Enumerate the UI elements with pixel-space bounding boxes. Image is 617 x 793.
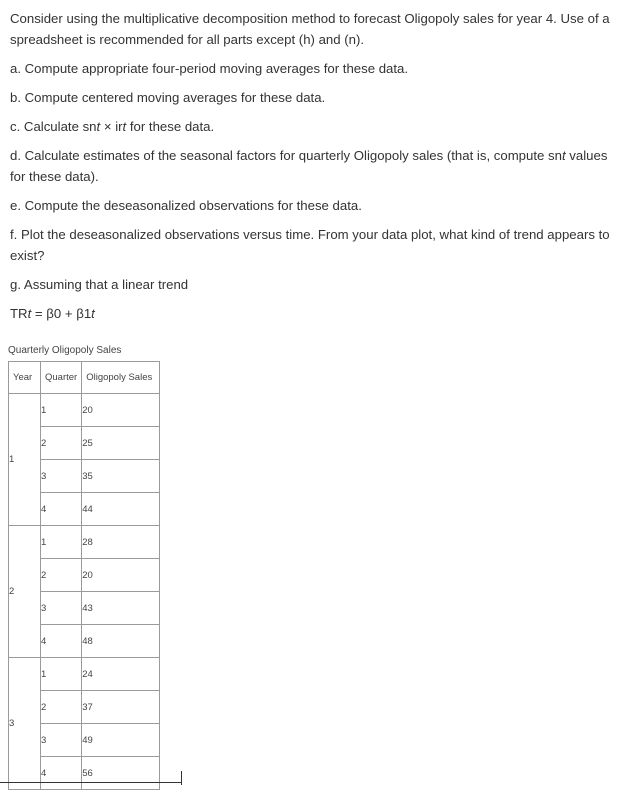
part-c-subscript-t: t [122, 119, 127, 134]
quarter-cell: 4 [41, 757, 82, 790]
formula-subscript-t: t [27, 306, 32, 321]
divider-line [0, 782, 182, 783]
part-f: f. Plot the deseasonalized observations versus time. From your data plot, what kind of trend appears to exist? [10, 227, 610, 263]
year-cell: 2 [9, 526, 41, 658]
quarter-cell: 3 [41, 724, 82, 757]
table-row [9, 394, 160, 427]
sales-cell: 24 [82, 658, 160, 691]
trend-formula [10, 303, 610, 324]
sales-cell: 20 [82, 394, 160, 427]
table-row [9, 658, 160, 691]
part-c [10, 116, 610, 137]
part-d-subscript-t: t [561, 148, 566, 163]
part-g: g. Assuming that a linear trend [10, 277, 189, 292]
quarter-cell: 2 [41, 691, 82, 724]
sales-cell: 48 [82, 625, 160, 658]
table-row [9, 526, 160, 559]
header-quarter: Quarter [41, 362, 82, 394]
part-c-mid: × ir [100, 119, 123, 134]
header-year: Year [9, 362, 41, 394]
quarter-cell: 3 [41, 592, 82, 625]
table-caption: Quarterly Oligopoly Sales [8, 345, 122, 356]
sales-cell: 43 [82, 592, 160, 625]
quarter-cell: 4 [41, 493, 82, 526]
sales-cell: 28 [82, 526, 160, 559]
sales-cell: 25 [82, 427, 160, 460]
formula-tr: TR [10, 306, 28, 321]
sales-cell: 35 [82, 460, 160, 493]
quarter-cell: 4 [41, 625, 82, 658]
quarter-cell: 1 [41, 526, 82, 559]
part-b: b. Compute centered moving averages for these data. [10, 90, 326, 105]
quarter-cell: 2 [41, 559, 82, 592]
part-c-subscript-t: t [96, 119, 101, 134]
quarter-cell: 2 [41, 427, 82, 460]
question-intro: Consider using the multiplicative decomposition method to forecast Oligopoly sales for year 4. Use of a spreadsheet is recommended for all parts except (h) and (n). [10, 11, 610, 47]
text-cursor [181, 771, 182, 785]
part-c-suffix: for these data. [126, 119, 215, 134]
part-c-prefix: c. Calculate sn [10, 119, 97, 134]
table-header-row [9, 362, 160, 394]
part-d-suffix: values for these data). [10, 148, 608, 184]
part-d [10, 145, 610, 187]
quarter-cell: 1 [41, 658, 82, 691]
formula-variable-t: t [91, 306, 95, 321]
formula-mid: = β0 + β1 [31, 306, 92, 321]
oligopoly-sales-table [8, 361, 160, 790]
quarter-cell: 1 [41, 394, 82, 427]
part-e: e. Compute the deseasonalized observations for these data. [10, 198, 362, 213]
year-cell: 3 [9, 658, 41, 790]
sales-cell: 56 [82, 757, 160, 790]
sales-cell: 44 [82, 493, 160, 526]
sales-cell: 37 [82, 691, 160, 724]
question-text [10, 8, 610, 332]
sales-cell: 20 [82, 559, 160, 592]
year-cell: 1 [9, 394, 41, 526]
sales-cell: 49 [82, 724, 160, 757]
header-sales: Oligopoly Sales [82, 362, 160, 394]
part-a: a. Compute appropriate four-period moving averages for these data. [10, 61, 409, 76]
quarter-cell: 3 [41, 460, 82, 493]
part-d-prefix: d. Calculate estimates of the seasonal factors for quarterly Oligopoly sales (that is, compute sn [10, 148, 562, 163]
